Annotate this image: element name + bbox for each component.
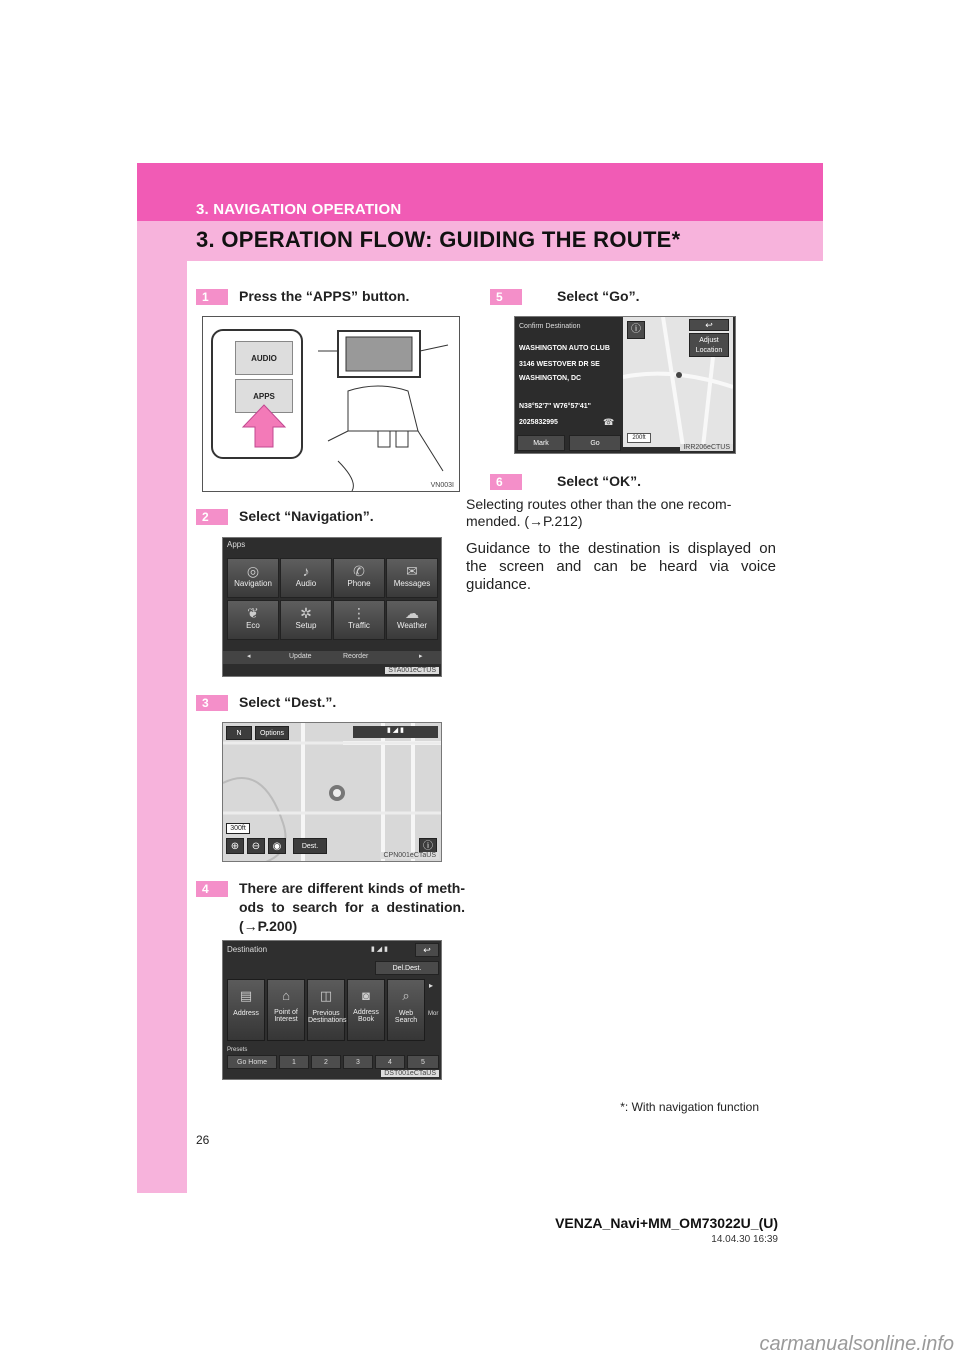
music-note-icon: ♪ xyxy=(302,563,310,579)
leaf-icon: ❦ xyxy=(247,605,259,621)
north-button: N xyxy=(226,726,252,740)
left-arrow-icon: ◂ xyxy=(247,653,251,660)
step-badge-4: 4 xyxy=(196,881,228,897)
building-icon: ⌂ xyxy=(282,988,290,1003)
status-icons: ▮ ◢ ▮ xyxy=(371,946,388,953)
weather-tile: ☁ Weather xyxy=(386,600,438,640)
step-text-1: Press the “APPS” button. xyxy=(239,288,410,304)
phone-icon: ✆ xyxy=(353,563,365,579)
envelope-icon: ✉ xyxy=(406,563,418,579)
step-badge-2: 2 xyxy=(196,509,228,525)
step-text-6: Select “OK”. xyxy=(557,473,642,489)
back-icon: ↩ xyxy=(415,943,439,957)
web-search-tile: ⌕ Web Search xyxy=(387,979,425,1041)
poi-tile: ⌂ Point of Interest xyxy=(267,979,305,1041)
preset-4: 4 xyxy=(375,1055,405,1069)
preset-5: 5 xyxy=(407,1055,439,1069)
screenshot-apps xyxy=(222,537,442,677)
image-code: VN003I xyxy=(430,482,454,489)
section-label: 3. NAVIGATION OPERATION xyxy=(196,201,402,218)
document-code: VENZA_Navi+MM_OM73022U_(U) xyxy=(555,1215,778,1231)
zoom-in-icon: ⊕ xyxy=(226,838,244,854)
destination-title: Destination xyxy=(227,945,268,954)
phone-tile: ✆ Phone xyxy=(333,558,385,598)
book-icon: ◙ xyxy=(362,988,370,1003)
console-drawing xyxy=(308,321,458,491)
step-badge-6: 6 xyxy=(490,474,522,490)
scale-indicator: 300ft xyxy=(226,823,250,834)
confirm-map xyxy=(623,317,733,447)
page-number: 26 xyxy=(196,1133,210,1147)
eco-tile: ❦ Eco xyxy=(227,600,279,640)
address-tile: ▤ Address xyxy=(227,979,265,1041)
zoom-out-icon: ⊖ xyxy=(247,838,265,854)
step-badge-1: 1 xyxy=(196,289,228,305)
options-button: Options xyxy=(255,726,289,740)
footnote: *: With navigation function xyxy=(620,1100,759,1114)
confirm-title: Confirm Destination xyxy=(519,323,581,330)
status-bar: ▮ ◢ ▮ xyxy=(353,726,438,738)
step-badge-3: 3 xyxy=(196,695,228,711)
screenshot-map xyxy=(222,722,442,862)
audio-button: AUDIO xyxy=(235,341,293,375)
more-label: Mor xyxy=(428,1011,439,1017)
adjust-location-button: Adjust Location xyxy=(689,333,729,357)
location-icon: ◉ xyxy=(268,838,286,854)
gear-icon: ✲ xyxy=(300,605,312,621)
info-icon: ⓘ xyxy=(627,321,645,339)
arrow-up-icon xyxy=(241,403,287,449)
apps-bottom-bar xyxy=(223,651,441,664)
destination-city: WASHINGTON, DC xyxy=(519,375,582,382)
routes-note: Selecting routes other than the one recom- mended. (→P.212) xyxy=(466,496,732,529)
apps-button: APPS xyxy=(235,379,293,413)
step-text-4: There are different kinds of meth- ods to search for a destination. (→P.200) xyxy=(239,880,465,934)
destination-coords: N38°52'7" W76°57'41" xyxy=(519,403,591,410)
screenshot-dashboard xyxy=(202,316,460,492)
traffic-light-icon: ⋮ xyxy=(352,605,366,621)
preset-1: 1 xyxy=(279,1055,309,1069)
preset-home: Go Home xyxy=(227,1055,277,1069)
document-stamp: 14.04.30 16:39 xyxy=(711,1234,778,1245)
del-dest-button: Del.Dest. xyxy=(375,961,439,975)
cloud-icon: ☁ xyxy=(405,605,419,621)
image-code: STA001eCTUS xyxy=(385,667,439,674)
margin-band xyxy=(137,261,187,1193)
messages-tile: ✉ Messages xyxy=(386,558,438,598)
watermark: carmanualsonline.info xyxy=(759,1333,954,1355)
page-title: 3. OPERATION FLOW: GUIDING THE ROUTE* xyxy=(196,227,681,252)
reorder-label: Reorder xyxy=(343,653,369,660)
address-book-tile: ◙ Address Book xyxy=(347,979,385,1041)
destination-street: 3146 WESTOVER DR SE xyxy=(519,361,600,368)
presets-label: Presets xyxy=(227,1047,248,1053)
right-arrow-icon: ▸ xyxy=(429,981,434,990)
navigation-icon: ◎ xyxy=(246,563,260,579)
destination-phone: 2025832995 xyxy=(519,419,558,426)
audio-tile: ♪ Audio xyxy=(280,558,332,598)
dest-button: Dest. xyxy=(293,838,327,854)
setup-tile: ✲ Setup xyxy=(280,600,332,640)
address-card-icon: ▤ xyxy=(239,988,253,1003)
map-icon: ◫ xyxy=(319,988,333,1003)
mark-button: Mark xyxy=(517,435,565,451)
step-badge-5: 5 xyxy=(490,289,522,305)
navigation-tile: ◎ Navigation xyxy=(227,558,279,598)
screenshot-confirm xyxy=(514,316,736,454)
destination-name: WASHINGTON AUTO CLUB xyxy=(519,345,610,352)
phone-icon: ☎ xyxy=(603,417,615,427)
step-text-2: Select “Navigation”. xyxy=(239,508,374,524)
go-button: Go xyxy=(569,435,621,451)
image-code: CPN001eCTaUS xyxy=(380,852,439,859)
magnifier-icon: ⌕ xyxy=(402,988,410,1003)
preset-2: 2 xyxy=(311,1055,341,1069)
right-arrow-icon: ▸ xyxy=(419,653,423,660)
image-code: DST001eCTaUS xyxy=(381,1070,439,1077)
guidance-paragraph: Guidance to the destination is displayed on the screen and can be heard via voice guidance. xyxy=(466,540,776,593)
button-panel xyxy=(211,329,303,459)
step-text-5: Select “Go”. xyxy=(557,288,640,304)
traffic-tile: ⋮ Traffic xyxy=(333,600,385,640)
screenshot-destination xyxy=(222,940,442,1080)
preset-3: 3 xyxy=(343,1055,373,1069)
previous-destinations-tile: ◫ Previous Destinations xyxy=(307,979,345,1041)
step-text-3: Select “Dest.”. xyxy=(239,694,337,710)
apps-title: Apps xyxy=(227,540,246,549)
scale-indicator: 200ft xyxy=(627,433,651,443)
image-code: IRR206eCTUS xyxy=(680,444,733,451)
info-icon: ⓘ xyxy=(419,838,437,854)
back-icon: ↩ xyxy=(689,319,729,331)
update-label: Update xyxy=(289,653,312,660)
